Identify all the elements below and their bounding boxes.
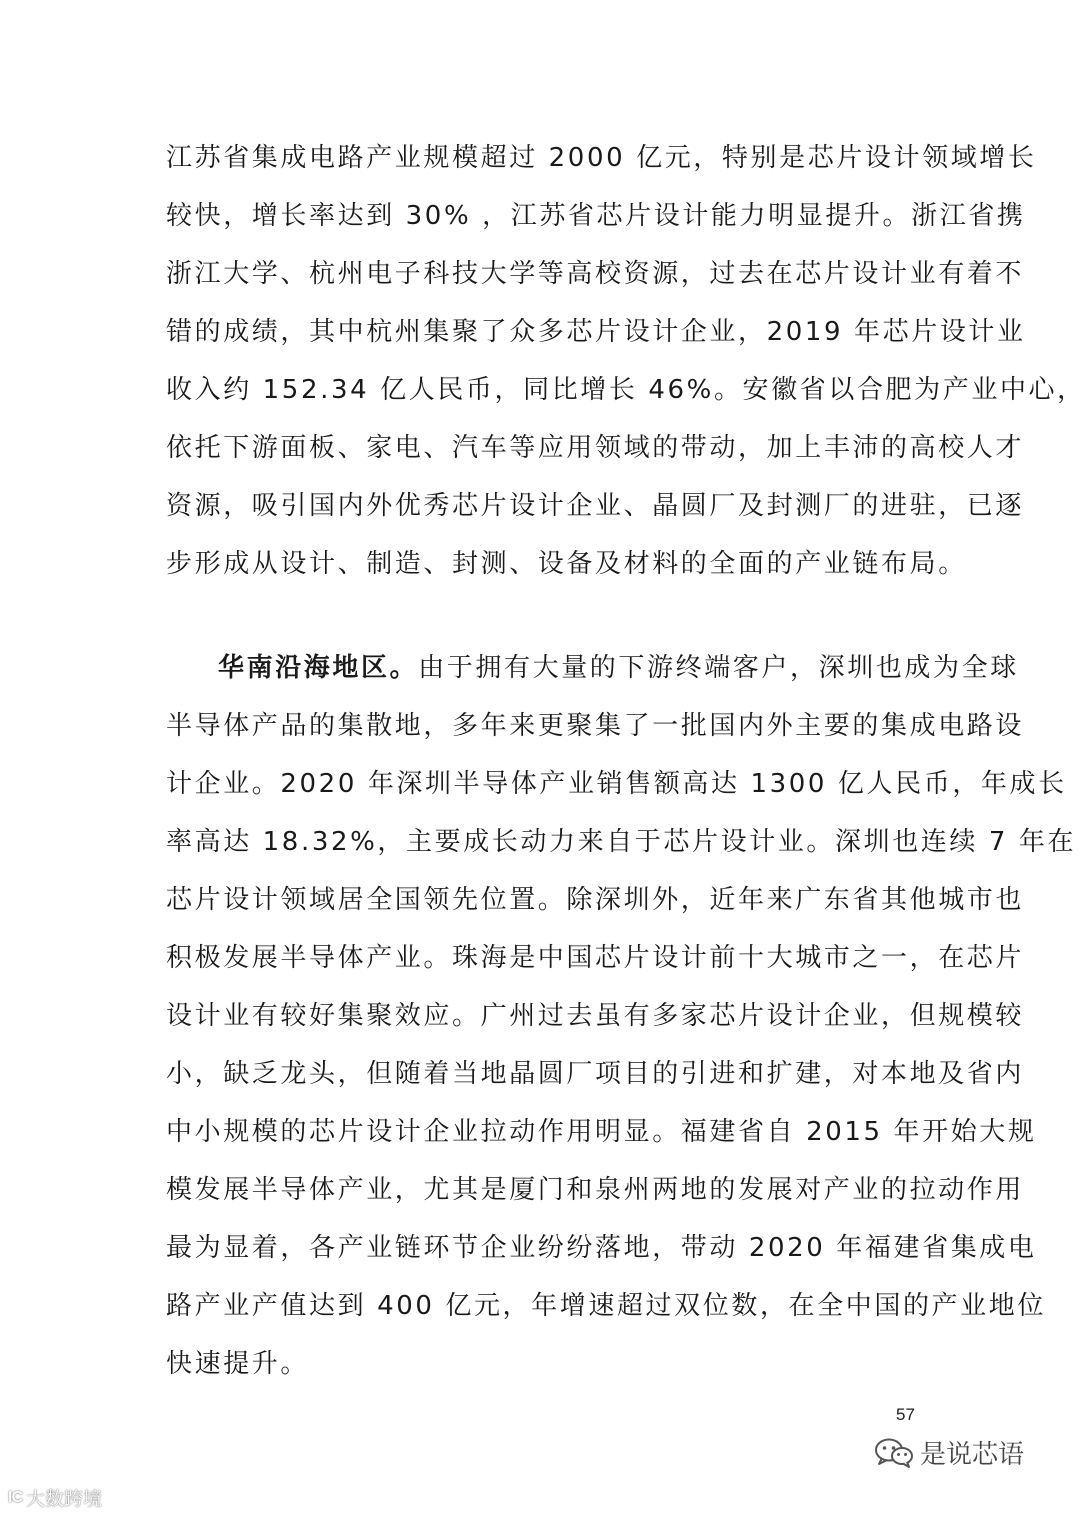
paragraph-line: 江苏省集成电路产业规模超过 2000 亿元，特别是芯片设计领域增长 [166, 143, 1037, 173]
paragraph-line: 设计业有较好集聚效应。广州过去虽有多家芯片设计企业，但规模较 [166, 1001, 1025, 1031]
paragraph-line: 芯片设计领域居全国领先位置。除深圳外，近年来广东省其他城市也 [166, 885, 1025, 915]
paragraph-line: 路产业产值达到 400 亿元，年增速超过双位数，在全中国的产业地位 [166, 1291, 1046, 1321]
paragraph-line: 中小规模的芯片设计企业拉动作用明显。福建省自 2015 年开始大规 [166, 1117, 1037, 1147]
paragraph-first-line [166, 639, 1019, 697]
paragraph-line: 浙江大学、杭州电子科技大学等高校资源，过去在芯片设计业有着不 [166, 259, 1025, 289]
paragraph-line: 错的成绩，其中杭州集聚了众多芯片设计企业，2019 年芯片设计业 [166, 317, 1026, 347]
watermark-left [8, 1484, 102, 1511]
paragraph-south-china-coastal [166, 639, 1077, 1393]
watermark-logo: IC [8, 1488, 22, 1506]
paragraph-line: 最为显着，各产业链环节企业纷纷落地，带动 2020 年福建省集成电 [166, 1233, 1037, 1263]
paragraph-line: 半导体产品的集散地，多年来更聚集了一批国内外主要的集成电路设 [166, 711, 1025, 741]
paragraph-line: 收入约 152.34 亿人民币，同比增长 46%。安徽省以合肥为产业中心， [166, 375, 1086, 405]
paragraph-line: 步形成从设计、制造、封测、设备及材料的全面的产业链布局。 [166, 549, 967, 579]
paragraph-line: 依托下游面板、家电、汽车等应用领域的带动，加上丰沛的高校人才 [166, 433, 1025, 463]
paragraph-line: 较快，增长率达到 30% ，江苏省芯片设计能力明显提升。浙江省携 [166, 201, 1026, 231]
paragraph-line: 积极发展半导体产业。珠海是中国芯片设计前十大城市之一，在芯片 [166, 943, 1025, 973]
paragraph-line: 资源，吸引国内外优秀芯片设计企业、晶圆厂及封测厂的进驻，已逐 [166, 491, 1025, 521]
wechat-icon [874, 1437, 914, 1469]
watermark-right-text: 是说芯语 [920, 1440, 1025, 1470]
section-heading: 华南沿海地区。 [218, 653, 419, 683]
paragraph-line: 小，缺乏龙头，但随着当地晶圆厂项目的引进和扩建，对本地及省内 [166, 1059, 1025, 1089]
paragraph-line: 计企业。2020 年深圳半导体产业销售额高达 1300 亿人民币，年成长 [166, 769, 1067, 799]
paragraph-line: 率高达 18.32%，主要成长动力来自于芯片设计业。深圳也连续 7 年在 [166, 827, 1077, 857]
paragraph-line: 快速提升。 [166, 1349, 310, 1379]
watermark-right [874, 1434, 1024, 1471]
page-number: 57 [896, 1405, 915, 1424]
first-line-text: 由于拥有大量的下游终端客户，深圳也成为全球 [418, 653, 1019, 683]
watermark-left-text: 大数跨境 [26, 1488, 103, 1510]
paragraph-line: 模发展半导体产业，尤其是厦门和泉州两地的发展对产业的拉动作用 [166, 1175, 1025, 1205]
paragraph-jiangsu-zhejiang-anhui [166, 129, 1086, 593]
